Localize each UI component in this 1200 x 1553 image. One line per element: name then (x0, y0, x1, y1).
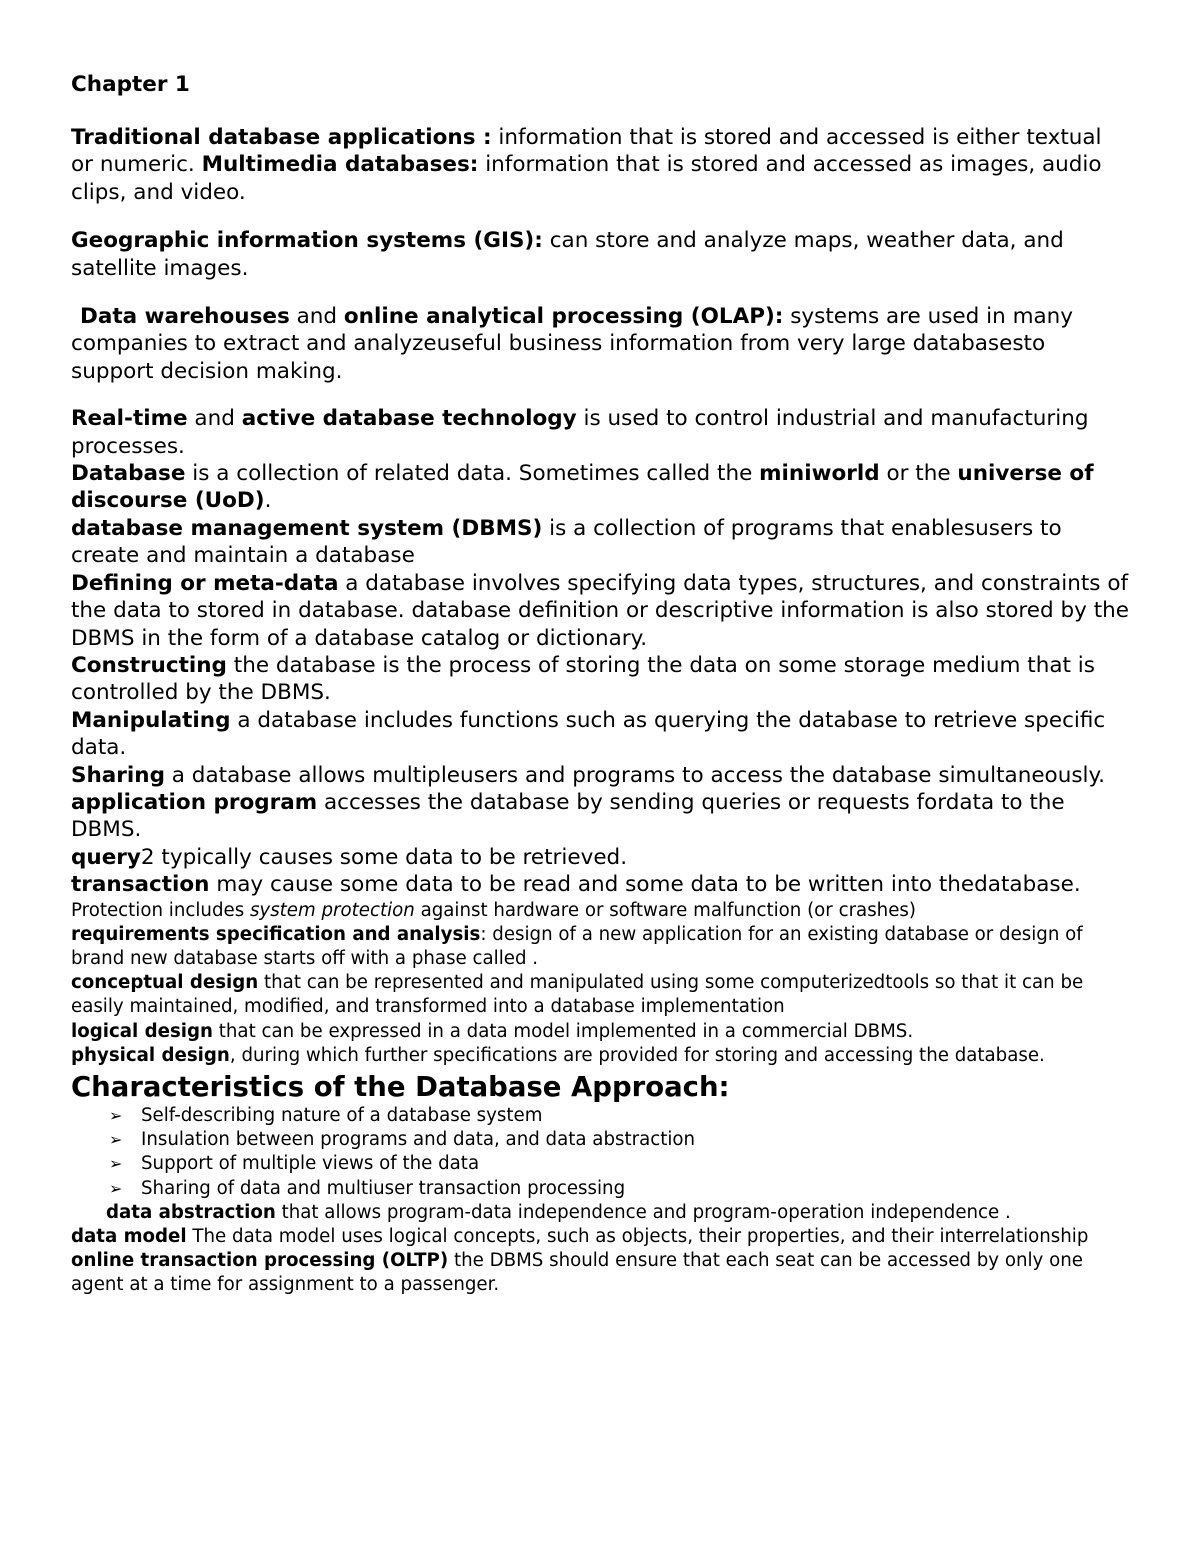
term-real-time: Real-time (71, 406, 188, 432)
definition-text: against hardware or software malfunction (or crashes) (414, 899, 916, 921)
term-gis: Geographic information systems (GIS): (71, 228, 543, 254)
paragraph-data-model (71, 1225, 1131, 1249)
paragraph-defining (71, 570, 1131, 652)
list-item (109, 1128, 1131, 1152)
definition-text: a database includes functions such as querying the database to retrieve specific data. (71, 707, 1106, 761)
list-item-text: Sharing of data and multiuser transaction processing (141, 1177, 626, 1199)
list-item (109, 1177, 1131, 1201)
term-constructing: Constructing (71, 652, 227, 678)
definition-text: information that is stored and accessed is either textual (491, 125, 1102, 150)
term-miniworld: miniworld (759, 461, 880, 487)
characteristics-list (71, 1104, 1131, 1201)
paragraph-requirements (71, 923, 1131, 971)
arrow-bullet-icon: ➢ (109, 1130, 123, 1150)
paragraph-logical-design (71, 1020, 1131, 1044)
list-item-text: Self-describing nature of a database system (141, 1104, 543, 1126)
paragraph-physical-design (71, 1044, 1131, 1068)
term-traditional-database-applications: Traditional database applications : (71, 125, 492, 150)
term-protection: Protection (71, 899, 164, 921)
definition-text: 2 typically causes some data to be retrieved. (140, 844, 628, 870)
arrow-bullet-icon: ➢ (109, 1178, 123, 1198)
definition-text: , during which further specifications are provided for storing and accessing the database. (229, 1044, 1045, 1066)
term-uod: universe of discourse (UoD) (71, 461, 1094, 514)
chapter-title: Chapter 1 (71, 72, 190, 97)
paragraph-transaction (71, 871, 1131, 898)
term-sharing: Sharing (71, 762, 165, 788)
definition-text: The data model uses logical concepts, such as objects, their properties, and their interrelationship (186, 1226, 1089, 1247)
list-item-text: Insulation between programs and data, and data abstraction (141, 1129, 696, 1151)
term-transaction: transaction (71, 872, 210, 898)
paragraph-sharing (71, 762, 1131, 789)
term-system-protection: system protection (249, 899, 415, 921)
definition-text: that can be expressed in a data model implemented in a commercial DBMS. (212, 1020, 914, 1042)
definition-text: that allows program-data independence and program-operation independence . (275, 1201, 1011, 1223)
definition-text: a database allows multipleusers and programs to access the database simultaneously. (164, 762, 1105, 788)
definition-text: the database is the process of storing the data on some storage medium that is controlled by the DBMS. (71, 652, 1095, 706)
term-active-database-technology: active database technology (241, 406, 577, 432)
term-data-warehouses: Data warehouses (80, 304, 290, 330)
definition-text: is a collection of related data. Sometimes called the (185, 461, 760, 487)
definition-text: information that is stored and accessed as images, audio clips, and video. (71, 152, 1102, 205)
paragraph-real-time (71, 405, 1131, 460)
term-query: query (71, 844, 141, 870)
term-physical-design: physical design (71, 1044, 230, 1066)
definition-text: that can be represented and manipulated using some computerizedtools so that it can be easily maintained, modified, and transformed into a database implementation (71, 972, 1084, 1018)
list-item-text: Support of multiple views of the data (141, 1153, 480, 1175)
connector-text: and (187, 406, 242, 432)
paragraph-manipulating (71, 707, 1131, 762)
document-page (71, 70, 1131, 1298)
term-data-model: data model (71, 1226, 187, 1247)
paragraph-protection (71, 899, 1131, 923)
definition-text: may cause some data to be read and some data to be written into thedatabase. (209, 872, 1081, 898)
term-defining: Defining or meta-data (71, 570, 339, 596)
definition-text: or the (879, 461, 958, 487)
definition-text: is used to control industrial and manufacturing processes. (71, 406, 1089, 459)
term-requirements-analysis: requirements specification and analysis (71, 923, 481, 945)
definition-text: or numeric. (71, 152, 202, 178)
term-conceptual-design: conceptual design (71, 972, 259, 994)
term-dbms: database management system (DBMS) (71, 515, 543, 541)
term-olap: online analytical processing (OLAP): (343, 304, 784, 330)
paragraph-data-warehouses (71, 303, 1131, 385)
definition-text: includes (163, 899, 250, 921)
list-item (109, 1104, 1131, 1128)
paragraph-gis (71, 227, 1131, 282)
paragraph-constructing (71, 652, 1131, 707)
paragraph-application-program (71, 789, 1131, 844)
paragraph-data-abstraction (71, 1201, 1131, 1225)
term-database: Database (71, 461, 186, 487)
definition-text: systems are used in many companies to extract and analyzeuseful business information from very large databasesto support decision making. (71, 304, 1074, 384)
definition-text: accesses the database by sending queries or requests fordata to the DBMS. (71, 789, 1065, 843)
paragraph-query (71, 844, 1131, 871)
term-logical-design: logical design (71, 1020, 213, 1042)
paragraph-database (71, 460, 1131, 515)
definition-text: the DBMS should ensure that each seat can be accessed by only one agent at a time for assignment to a passenger. (71, 1250, 1083, 1296)
arrow-bullet-icon: ➢ (109, 1154, 123, 1174)
arrow-bullet-icon: ➢ (109, 1105, 123, 1125)
definition-text: is a collection of programs that enablesusers to create and maintain a database (71, 515, 1062, 569)
definition-text: : design of a new application for an existing database or design of brand new database starts off with a phase called . (71, 923, 1083, 969)
paragraph-traditional-databases (71, 124, 1131, 206)
term-oltp: online transaction processing (OLTP) (71, 1250, 449, 1272)
section-heading: Characteristics of the Database Approach: (71, 1070, 730, 1103)
term-multimedia-databases: Multimedia databases: (201, 152, 479, 178)
definition-text: a database involves specifying data types, structures, and constraints of the data to stored in database. database definition or descriptive information is also stored by the DBMS in the form of a database catalog or dictionary. (71, 570, 1129, 651)
definition-text: can store and analyze maps, weather data, and satellite images. (71, 228, 1064, 281)
term-application-program: application program (71, 789, 318, 815)
list-item (109, 1152, 1131, 1176)
connector-text: and (289, 304, 344, 330)
term-manipulating: Manipulating (71, 707, 231, 733)
paragraph-conceptual-design (71, 971, 1131, 1019)
paragraph-dbms (71, 515, 1131, 570)
definition-text: . (264, 488, 272, 514)
term-data-abstraction: data abstraction (106, 1201, 276, 1223)
paragraph-oltp (71, 1249, 1131, 1297)
